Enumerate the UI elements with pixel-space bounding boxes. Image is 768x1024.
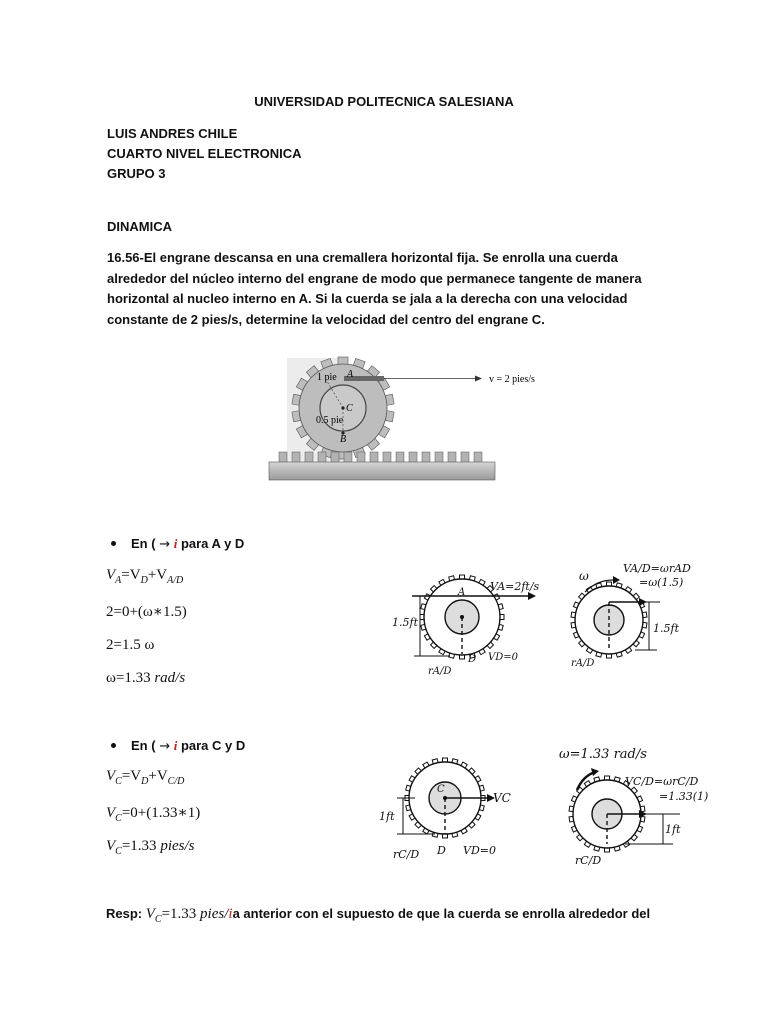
label-velocity: v = 2 pies/s bbox=[489, 374, 535, 385]
level-line: CUARTO NIVEL ELECTRONICA bbox=[107, 146, 302, 161]
svg-text:1ft: 1ft bbox=[665, 823, 681, 836]
svg-text:rC/D: rC/D bbox=[575, 854, 602, 867]
problem-statement: 16.56-El engrane descansa en una cremallera horizontal fija. Se enrolla una cuerda alrededor del núcleo interno del engrane de modo que permanece tangente de manera horizontal al nucleo interno en A. Si la cuerda se jala a la derecha con una velocidad constante de 2 pies/s, determine la velocidad del centro del engrane C. bbox=[107, 250, 642, 327]
eq-vc-result: $V_C=1.33$ pies/s bbox=[106, 838, 195, 857]
eq-substitution: 2=0+(ω∗1.5) bbox=[106, 604, 187, 620]
center-c-dot bbox=[341, 406, 344, 409]
svg-text:ω: ω bbox=[579, 569, 589, 583]
svg-text:D: D bbox=[437, 844, 446, 857]
svg-text:=ω(1.5): =ω(1.5) bbox=[639, 576, 684, 589]
svg-text:rC/D: rC/D bbox=[393, 848, 420, 861]
eq-va: $V_A=V_D+V_{A/D}$ bbox=[106, 567, 184, 586]
svg-text:VC/D=ωrC/D: VC/D=ωrC/D bbox=[625, 775, 699, 788]
subject-heading: DINAMICA bbox=[107, 219, 172, 234]
label-b: B bbox=[340, 434, 347, 445]
bullet-suffix: para C y D bbox=[177, 738, 246, 753]
sketch-vcd bbox=[555, 740, 735, 875]
label-c: C bbox=[346, 403, 353, 414]
svg-text:D: D bbox=[468, 654, 477, 665]
bullet-suffix: para A y D bbox=[177, 536, 245, 551]
svg-text:rA/D: rA/D bbox=[571, 658, 595, 669]
author-name: LUIS ANDRES CHILE bbox=[107, 126, 238, 141]
label-a: A bbox=[347, 369, 354, 380]
unit-vector-i: i bbox=[173, 738, 178, 753]
label-outer-radius: 1 pie bbox=[317, 372, 337, 383]
bullet-prefix: En ( bbox=[131, 738, 156, 753]
gear-figure bbox=[265, 350, 535, 485]
eq-simplified: 2=1.5 ω bbox=[106, 637, 155, 653]
rack-teeth bbox=[279, 452, 482, 463]
arrow-glyph: → bbox=[159, 739, 171, 754]
svg-text:1.5ft: 1.5ft bbox=[653, 622, 679, 635]
sketch-va bbox=[390, 570, 540, 685]
bullet-dot bbox=[111, 743, 116, 748]
svg-text:VC: VC bbox=[493, 791, 511, 805]
svg-text:VD=0: VD=0 bbox=[463, 844, 496, 857]
svg-text:=1.33(1): =1.33(1) bbox=[659, 790, 709, 803]
eq-vc: $V_C=V_D+V_{C/D}$ bbox=[106, 768, 185, 787]
svg-text:VD=0: VD=0 bbox=[488, 652, 518, 663]
svg-text:1.5ft: 1.5ft bbox=[392, 616, 418, 629]
svg-text:1ft: 1ft bbox=[379, 810, 395, 823]
svg-text:ω=1.33 rad/s: ω=1.33 rad/s bbox=[559, 747, 647, 762]
svg-text:rA/D: rA/D bbox=[428, 666, 452, 677]
eq-vc-substitution: $V_C=0+(1.33∗1)$ bbox=[106, 805, 201, 824]
sketch-vc bbox=[375, 762, 525, 867]
svg-text:VA/D=ωrAD: VA/D=ωrAD bbox=[623, 562, 691, 575]
svg-text:VA=2ft/s: VA=2ft/s bbox=[490, 580, 540, 593]
group-line: GRUPO 3 bbox=[107, 166, 166, 181]
university-title: UNIVERSIDAD POLITECNICA SALESIANA bbox=[254, 94, 514, 109]
svg-text:A: A bbox=[458, 587, 466, 598]
bullet-prefix: En ( bbox=[131, 536, 156, 551]
svg-text:C: C bbox=[437, 784, 445, 795]
bullet-dot bbox=[111, 541, 116, 546]
eq-omega: ω=1.33 rad/s bbox=[106, 670, 186, 686]
rack-base bbox=[269, 462, 495, 480]
sketch-vad bbox=[565, 562, 735, 687]
bullet-c-d bbox=[131, 738, 245, 754]
unit-vector-i: i bbox=[173, 536, 178, 551]
label-inner-radius: 0.5 pie bbox=[316, 415, 344, 426]
arrow-glyph: → bbox=[159, 537, 171, 552]
answer-line: Resp: $V_C=1.33$ pies/ia anterior con el supuesto de que la cuerda se enrolla alrededor del bbox=[106, 906, 651, 925]
bullet-a-d bbox=[131, 536, 244, 552]
velocity-arrowhead bbox=[475, 376, 482, 382]
